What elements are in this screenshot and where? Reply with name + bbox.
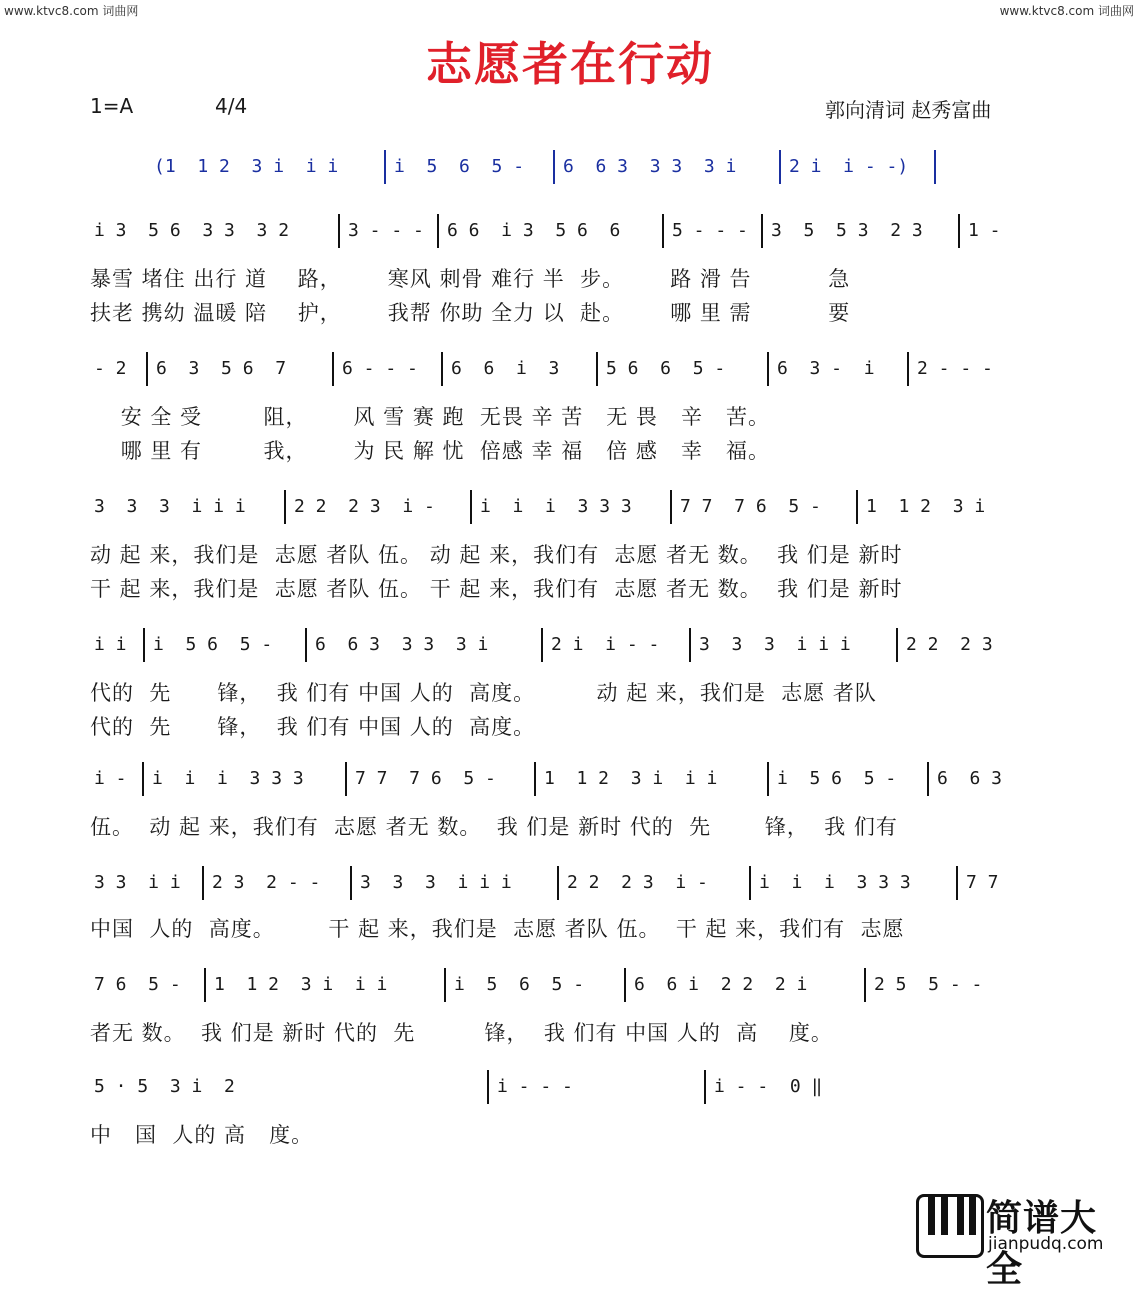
- intro-staff-row: [150, 150, 940, 184]
- lyric-line: 哪 里 有 我， 为 民 解 忧 倍感 幸 福 倍 感 幸 福。: [90, 439, 770, 463]
- lyric-line: 伍。 动 起 来，我们有 志愿 者无 数。 我 们是 新时 代的 先 锋， 我 们有: [90, 815, 898, 839]
- measure-notes: 2 - - -: [917, 358, 993, 379]
- measure-notes: 3 3 3 i i i: [94, 496, 246, 517]
- measure-notes: 5 - - -: [672, 220, 748, 241]
- measure-notes: 7 7: [966, 872, 999, 893]
- measure-notes: 7 7 7 6 5 -: [680, 496, 821, 517]
- bar-line: [689, 628, 691, 662]
- measure-notes: i 3 5 6 3 3 3 2: [94, 220, 290, 241]
- measure-notes: 1 -: [968, 220, 1001, 241]
- measure-notes: 1 1 2 3 i i i: [544, 768, 718, 789]
- measure-notes: 1 1 2 3 i: [866, 496, 986, 517]
- bar-line: [958, 214, 960, 248]
- bar-line: [956, 866, 958, 900]
- measure-notes: i - - -: [497, 1076, 573, 1097]
- measure-notes: 7 7 7 6 5 -: [355, 768, 496, 789]
- bar-line: [470, 490, 472, 524]
- staff-row: [90, 490, 1020, 524]
- lyric-line: 暴雪 堵住 出行 道 路， 寒风 刺骨 难行 半 步。 路 滑 告 急: [90, 267, 851, 291]
- measure-notes: i -: [94, 768, 127, 789]
- measure-notes: 3 3 i i: [94, 872, 181, 893]
- logo-brand: 简谱大全: [986, 1198, 1098, 1290]
- logo-url: jianpudq.com: [988, 1234, 1104, 1254]
- measure-notes: 6 3 - i: [777, 358, 875, 379]
- bar-line: [350, 866, 352, 900]
- measure-notes: i i i 3 3 3: [480, 496, 632, 517]
- bar-line: [896, 628, 898, 662]
- piano-keys-icon: [916, 1194, 984, 1258]
- lyric-line: 中 国 人的 高 度。: [90, 1123, 314, 1147]
- watermark-right: www.ktvc8.com 词曲网: [999, 4, 1134, 18]
- measure-notes: 6 6 3: [937, 768, 1003, 789]
- bar-line: [596, 352, 598, 386]
- staff-row: [90, 214, 1020, 248]
- credits: 郭向清词 赵秀富曲: [825, 98, 992, 122]
- site-logo: [916, 1190, 1132, 1290]
- measure-notes: 6 6 i 2 2 2 i: [634, 974, 808, 995]
- measure-notes: 6 6 3 3 3 3 i: [315, 634, 489, 655]
- bar-line: [441, 352, 443, 386]
- bar-line: [534, 762, 536, 796]
- measure-notes: i - - 0 ‖: [714, 1076, 823, 1097]
- measure-notes: i 5 6 5 -: [153, 634, 273, 655]
- bar-line: [146, 352, 148, 386]
- bar-line: [338, 214, 340, 248]
- bar-line: [662, 214, 664, 248]
- bar-line: [553, 150, 555, 184]
- measure-notes: (1 1 2 3 i i i: [154, 156, 339, 177]
- measure-notes: 3 3 3 i i i: [360, 872, 512, 893]
- measure-notes: 6 3 5 6 7: [156, 358, 287, 379]
- bar-line: [934, 150, 936, 184]
- bar-line: [767, 352, 769, 386]
- lyric-line: 者无 数。 我 们是 新时 代的 先 锋， 我 们有 中国 人的 高 度。: [90, 1021, 833, 1045]
- staff-row: [90, 762, 1020, 796]
- bar-line: [907, 352, 909, 386]
- lyric-line: 代的 先 锋， 我 们有 中国 人的 高度。 动 起 来，我们是 志愿 者队: [90, 681, 877, 705]
- measure-notes: 1 1 2 3 i i i: [214, 974, 388, 995]
- lyric-line: 干 起 来，我们是 志愿 者队 伍。 干 起 来，我们有 志愿 者无 数。 我 们是 新时: [90, 577, 903, 601]
- measure-notes: - 2: [94, 358, 127, 379]
- measure-notes: 2 2 2 3: [906, 634, 993, 655]
- measure-notes: 2 3 2 - -: [212, 872, 321, 893]
- bar-line: [345, 762, 347, 796]
- bar-line: [864, 968, 866, 1002]
- time-signature: 4/4: [215, 94, 248, 118]
- watermark-left: www.ktvc8.com 词曲网: [4, 4, 139, 18]
- lyric-line: 扶老 携幼 温暖 陪 护， 我帮 你助 全力 以 赴。 哪 里 需 要: [90, 301, 851, 325]
- lyric-line: 安 全 受 阻， 风 雪 赛 跑 无畏 辛 苦 无 畏 辛 苦。: [90, 405, 770, 429]
- measure-notes: 2 i i - -): [789, 156, 909, 177]
- measure-notes: 2 5 5 - -: [874, 974, 983, 995]
- bar-line: [284, 490, 286, 524]
- measure-notes: 3 3 3 i i i: [699, 634, 851, 655]
- staff-row: [90, 968, 1020, 1002]
- lyric-line: 中国 人的 高度。 干 起 来，我们是 志愿 者队 伍。 干 起 来，我们有 志愿: [90, 917, 905, 941]
- measure-notes: 7 6 5 -: [94, 974, 181, 995]
- measure-notes: 2 2 2 3 i -: [294, 496, 435, 517]
- measure-notes: i i i 3 3 3: [759, 872, 911, 893]
- bar-line: [437, 214, 439, 248]
- measure-notes: 6 - - -: [342, 358, 418, 379]
- bar-line: [779, 150, 781, 184]
- lyric-line: 代的 先 锋， 我 们有 中国 人的 高度。: [90, 715, 536, 739]
- measure-notes: 6 6 i 3: [451, 358, 560, 379]
- bar-line: [202, 866, 204, 900]
- measure-notes: i 5 6 5 -: [394, 156, 525, 177]
- measure-notes: 2 i i - -: [551, 634, 660, 655]
- measure-notes: i i i 3 3 3: [152, 768, 304, 789]
- key-signature: 1=A: [90, 94, 134, 118]
- song-title: 志愿者在行动: [426, 37, 714, 91]
- bar-line: [761, 214, 763, 248]
- measure-notes: 5 6 6 5 -: [606, 358, 726, 379]
- measure-notes: 6 6 3 3 3 3 i: [563, 156, 737, 177]
- bar-line: [557, 866, 559, 900]
- bar-line: [332, 352, 334, 386]
- bar-line: [856, 490, 858, 524]
- measure-notes: i i: [94, 634, 127, 655]
- bar-line: [767, 762, 769, 796]
- staff-row: [90, 1070, 1020, 1104]
- lyric-line: 动 起 来，我们是 志愿 者队 伍。 动 起 来，我们有 志愿 者无 数。 我 们是 新时: [90, 543, 903, 567]
- measure-notes: i 5 6 5 -: [454, 974, 585, 995]
- measure-notes: 2 2 2 3 i -: [567, 872, 708, 893]
- measure-notes: i 5 6 5 -: [777, 768, 897, 789]
- bar-line: [541, 628, 543, 662]
- bar-line: [749, 866, 751, 900]
- measure-notes: 3 5 5 3 2 3: [771, 220, 923, 241]
- bar-line: [624, 968, 626, 1002]
- bar-line: [305, 628, 307, 662]
- bar-line: [142, 762, 144, 796]
- bar-line: [704, 1070, 706, 1104]
- bar-line: [927, 762, 929, 796]
- bar-line: [204, 968, 206, 1002]
- bar-line: [487, 1070, 489, 1104]
- measure-notes: 3 - - -: [348, 220, 424, 241]
- staff-row: [90, 352, 1020, 386]
- bar-line: [384, 150, 386, 184]
- measure-notes: 5 · 5 3 i 2: [94, 1076, 235, 1097]
- bar-line: [444, 968, 446, 1002]
- bar-line: [670, 490, 672, 524]
- staff-row: [90, 866, 1020, 900]
- bar-line: [143, 628, 145, 662]
- staff-row: [90, 628, 1020, 662]
- measure-notes: 6 6 i 3 5 6 6: [447, 220, 621, 241]
